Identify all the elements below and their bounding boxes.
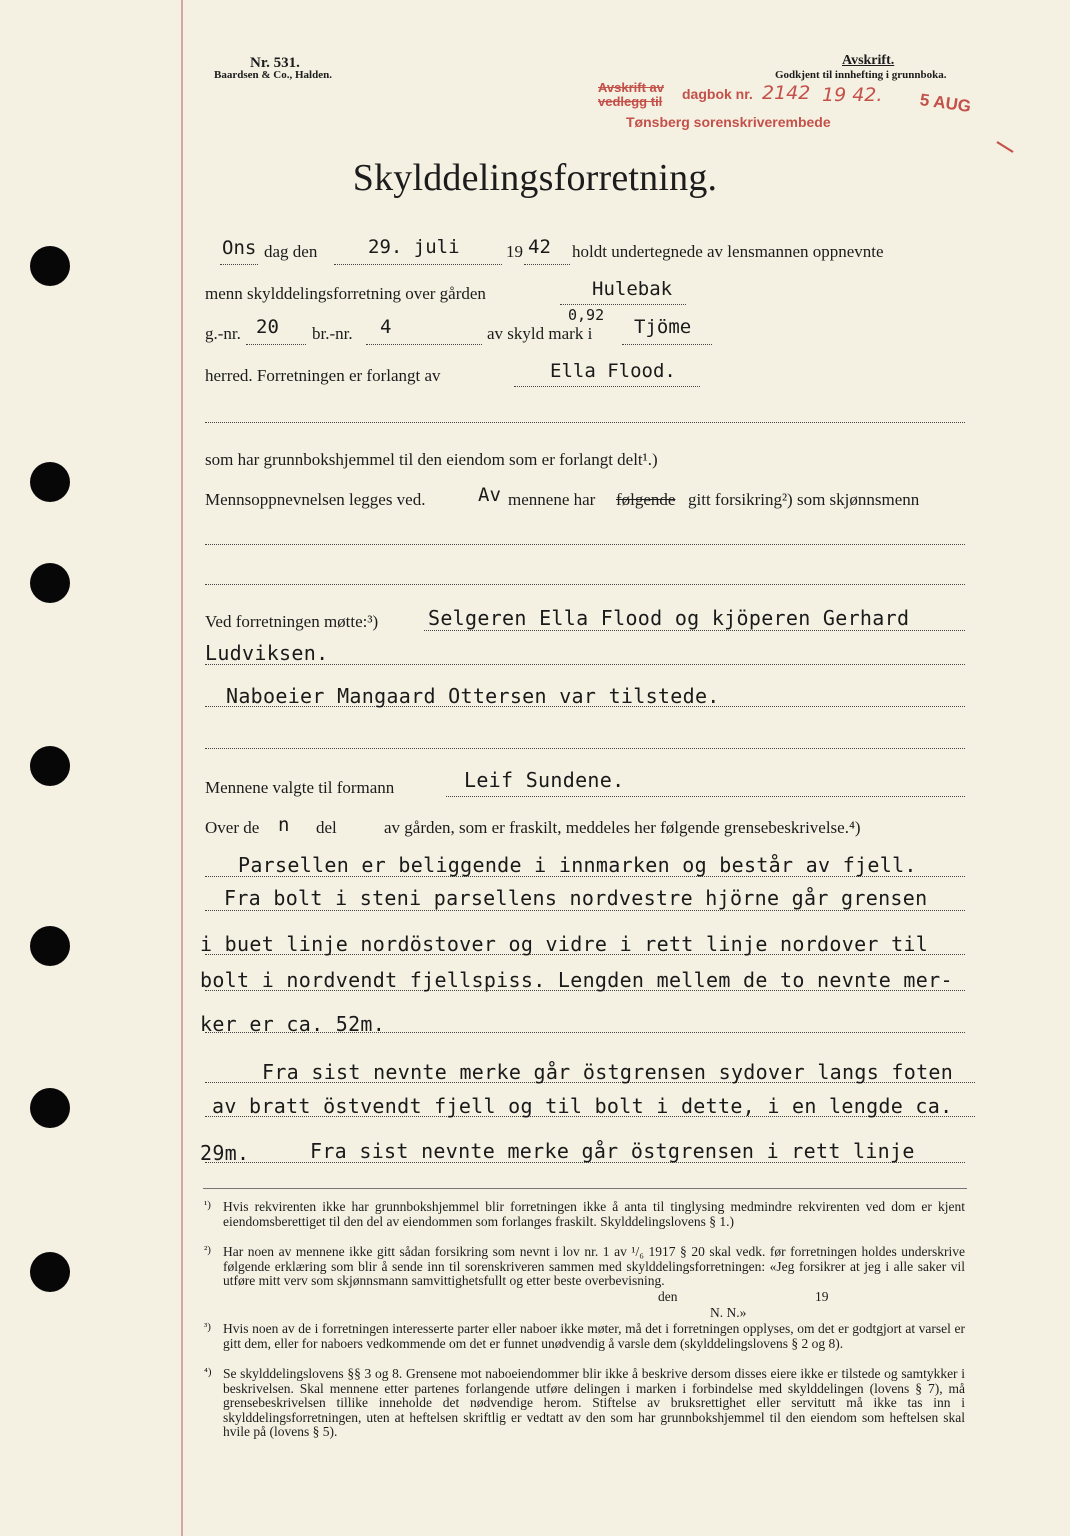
- binder-hole: [30, 1252, 70, 1292]
- stamp-text: vedlegg til: [598, 94, 663, 109]
- avskrift-title: Avskrift.: [842, 53, 895, 68]
- form-text: br.-nr.: [312, 324, 353, 343]
- footnote-marker: ¹): [204, 1199, 211, 1211]
- footnote-marker: ²): [204, 1244, 211, 1256]
- description-line: Fra bolt i steni parsellens nordvestre hjörne går grensen: [224, 886, 928, 910]
- printer-name: Baardsen & Co., Halden.: [214, 69, 332, 81]
- hand-attendees: Selgeren Ella Flood og kjöperen Gerhard: [428, 606, 910, 630]
- hand-gnr: 20: [256, 316, 279, 338]
- document-title: Skylddelingsforretning.: [352, 157, 718, 199]
- description-line: bolt i nordvendt fjellspiss. Lengden mellem de to nevnte mer-: [200, 968, 953, 992]
- form-text: g.-nr.: [205, 324, 241, 343]
- fill-line: [524, 264, 570, 265]
- stamp-number: 2142: [762, 82, 811, 104]
- form-text: Ved forretningen møtte:³): [205, 612, 379, 631]
- fill-line: [622, 344, 712, 345]
- footnote-2-year: 19: [815, 1289, 829, 1304]
- fill-line: [514, 386, 700, 387]
- form-text: som har grunnbokshjemmel til den eiendom som er forlangt delt¹.): [205, 450, 658, 469]
- hand-attendees: Ludviksen.: [205, 641, 329, 665]
- form-number: Nr. 531.: [250, 55, 300, 71]
- fill-line: [560, 304, 686, 305]
- binder-hole: [30, 462, 70, 502]
- binder-hole: [30, 246, 70, 286]
- binder-hole: [30, 1088, 70, 1128]
- hand-brnr: 4: [380, 316, 392, 338]
- stamp-year: 19 42.: [822, 84, 883, 106]
- footnote-2: Har noen av mennene ikke gitt sådan forsikring som nevnt i lov nr. 1 av ¹/₆ 1917 § 20 skal vedk. før forretningen holdes underskrive følgende erklæring som blir å sende inn til sorenskriveren sammen med skylddelingsforretningen: «Jeg forsikrer at jeg i alle saker vil utføre mitt verv som skjønnsmann samvittighetsfullt og etter beste overbevisning.: [223, 1244, 965, 1289]
- description-line: Parsellen er beliggende i innmarken og består av fjell.: [238, 853, 917, 877]
- struck-text: følgende: [616, 490, 676, 509]
- fill-line: [366, 344, 482, 345]
- binder-hole: [30, 563, 70, 603]
- hand-chairman: Leif Sundene.: [464, 768, 625, 792]
- footnote-3: Hvis noen av de i forretningen interesserte parter eller naboer ikke møter, må det i forretningen opplyses, om det er godtgjort at varsel er gitt dem, eller for naboers vedkommende om det er funnet unødvendig å varsle dem (skylddelingslovens § 2 og 8).: [223, 1321, 965, 1351]
- fill-line: [246, 344, 306, 345]
- hand-herred: Tjöme: [634, 316, 692, 338]
- form-text: del: [316, 818, 337, 837]
- binder-hole: [30, 746, 70, 786]
- hand-requester: Ella Flood.: [550, 360, 676, 382]
- form-text: menn skylddelingsforretning over gården: [205, 284, 486, 303]
- form-text: holdt undertegnede av lensmannen oppnevnte: [572, 242, 884, 261]
- description-line: Fra sist nevnte merke går östgrensen sydover langs foten: [262, 1060, 954, 1084]
- hand-count: Av: [478, 484, 501, 506]
- hand-farm: Hulebak: [592, 278, 673, 300]
- fill-line: [334, 264, 502, 265]
- form-text: av skyld mark i: [487, 324, 593, 343]
- description-line: av bratt östvendt fjell og til bolt i dette, i en lengde ca.: [212, 1094, 953, 1118]
- fill-line: [205, 748, 965, 749]
- stamp-office: Tønsberg sorenskriverembede: [626, 114, 831, 130]
- avskrift-subtitle: Godkjent til innhefting i grunnboka.: [775, 69, 947, 81]
- fill-line: [205, 544, 965, 545]
- hand-year: 42: [528, 236, 551, 258]
- hand-skyld: 0,92: [568, 306, 605, 324]
- description-line: 29m.: [200, 1141, 250, 1165]
- form-text: Mennene valgte til formann: [205, 778, 395, 797]
- footnote-marker: ⁴): [204, 1366, 212, 1378]
- hand-date: 29. juli: [368, 236, 460, 258]
- form-text: mennene har: [508, 490, 596, 509]
- footnote-2-signature: N. N.»: [710, 1305, 747, 1320]
- footnote-marker: ³): [204, 1321, 211, 1333]
- hand-suffix: n: [278, 814, 290, 836]
- stamp-date: 5 AUG: [918, 90, 973, 117]
- form-text: gitt forsikring²) som skjønnsmenn: [688, 490, 920, 509]
- footnote-2-den: den: [658, 1289, 678, 1304]
- form-text: av gården, som er fraskilt, meddeles her følgende grensebeskrivelse.⁴): [384, 818, 861, 837]
- fill-line: [205, 910, 965, 911]
- stamp-text: Avskrift av: [598, 80, 664, 95]
- binder-hole: [30, 926, 70, 966]
- description-line: ker er ca. 52m.: [200, 1012, 386, 1036]
- description-line: i buet linje nordöstover og vidre i rett linje nordover til: [200, 932, 929, 956]
- stamp-text: dagbok nr.: [682, 86, 753, 102]
- fill-line: [424, 630, 965, 631]
- fill-line: [205, 584, 965, 585]
- form-text: 19: [506, 242, 523, 261]
- hand-attendees: Naboeier Mangaard Ottersen var tilstede.: [226, 684, 720, 708]
- stamp-tick-mark: [995, 138, 1017, 158]
- form-text: dag den: [264, 242, 318, 261]
- description-line: Fra sist nevnte merke går östgrensen i rett linje: [310, 1139, 915, 1163]
- form-text: Over de: [205, 818, 260, 837]
- footnote-4: Se skylddelingslovens §§ 3 og 8. Grensene mot naboeiendommer blir ikke å beskrive dersom disses eiere ikke er tilstede og samtykker i beskrivelsen. Skal mennene etter partenes forlangende utføre delingen i marken i forbindelse med skylddelingen (lovens § 7), må grensebeskrivelsen tillike inneholde det nødvendige herom. Stiftelse av bruksrettighet eller servitutt må ikke tas inn i skylddelingsforretningen, uten at heftelsen skriftlig er vedtatt av den som har grunnbokshjemmel til den eiendom som heftelsen skal hvile på (lovens § 5).: [223, 1366, 965, 1440]
- fill-line: [220, 264, 258, 265]
- form-text: Mennsoppnevnelsen legges ved.: [205, 490, 426, 509]
- fill-line: [446, 796, 965, 797]
- fill-line: [205, 422, 965, 423]
- form-text: herred. Forretningen er forlangt av: [205, 366, 441, 385]
- footnote-1: Hvis rekvirenten ikke har grunnbokshjemmel blir forretningen ikke å anta til tinglysing medmindre rekvirenten ved dom er kjent eiendomsberettiget til den del av eiendommen som forlanges fraskilt. Skylddelingslovens § 1.): [223, 1199, 965, 1229]
- footnote-separator: [203, 1188, 967, 1189]
- hand-weekday: Ons: [222, 237, 257, 259]
